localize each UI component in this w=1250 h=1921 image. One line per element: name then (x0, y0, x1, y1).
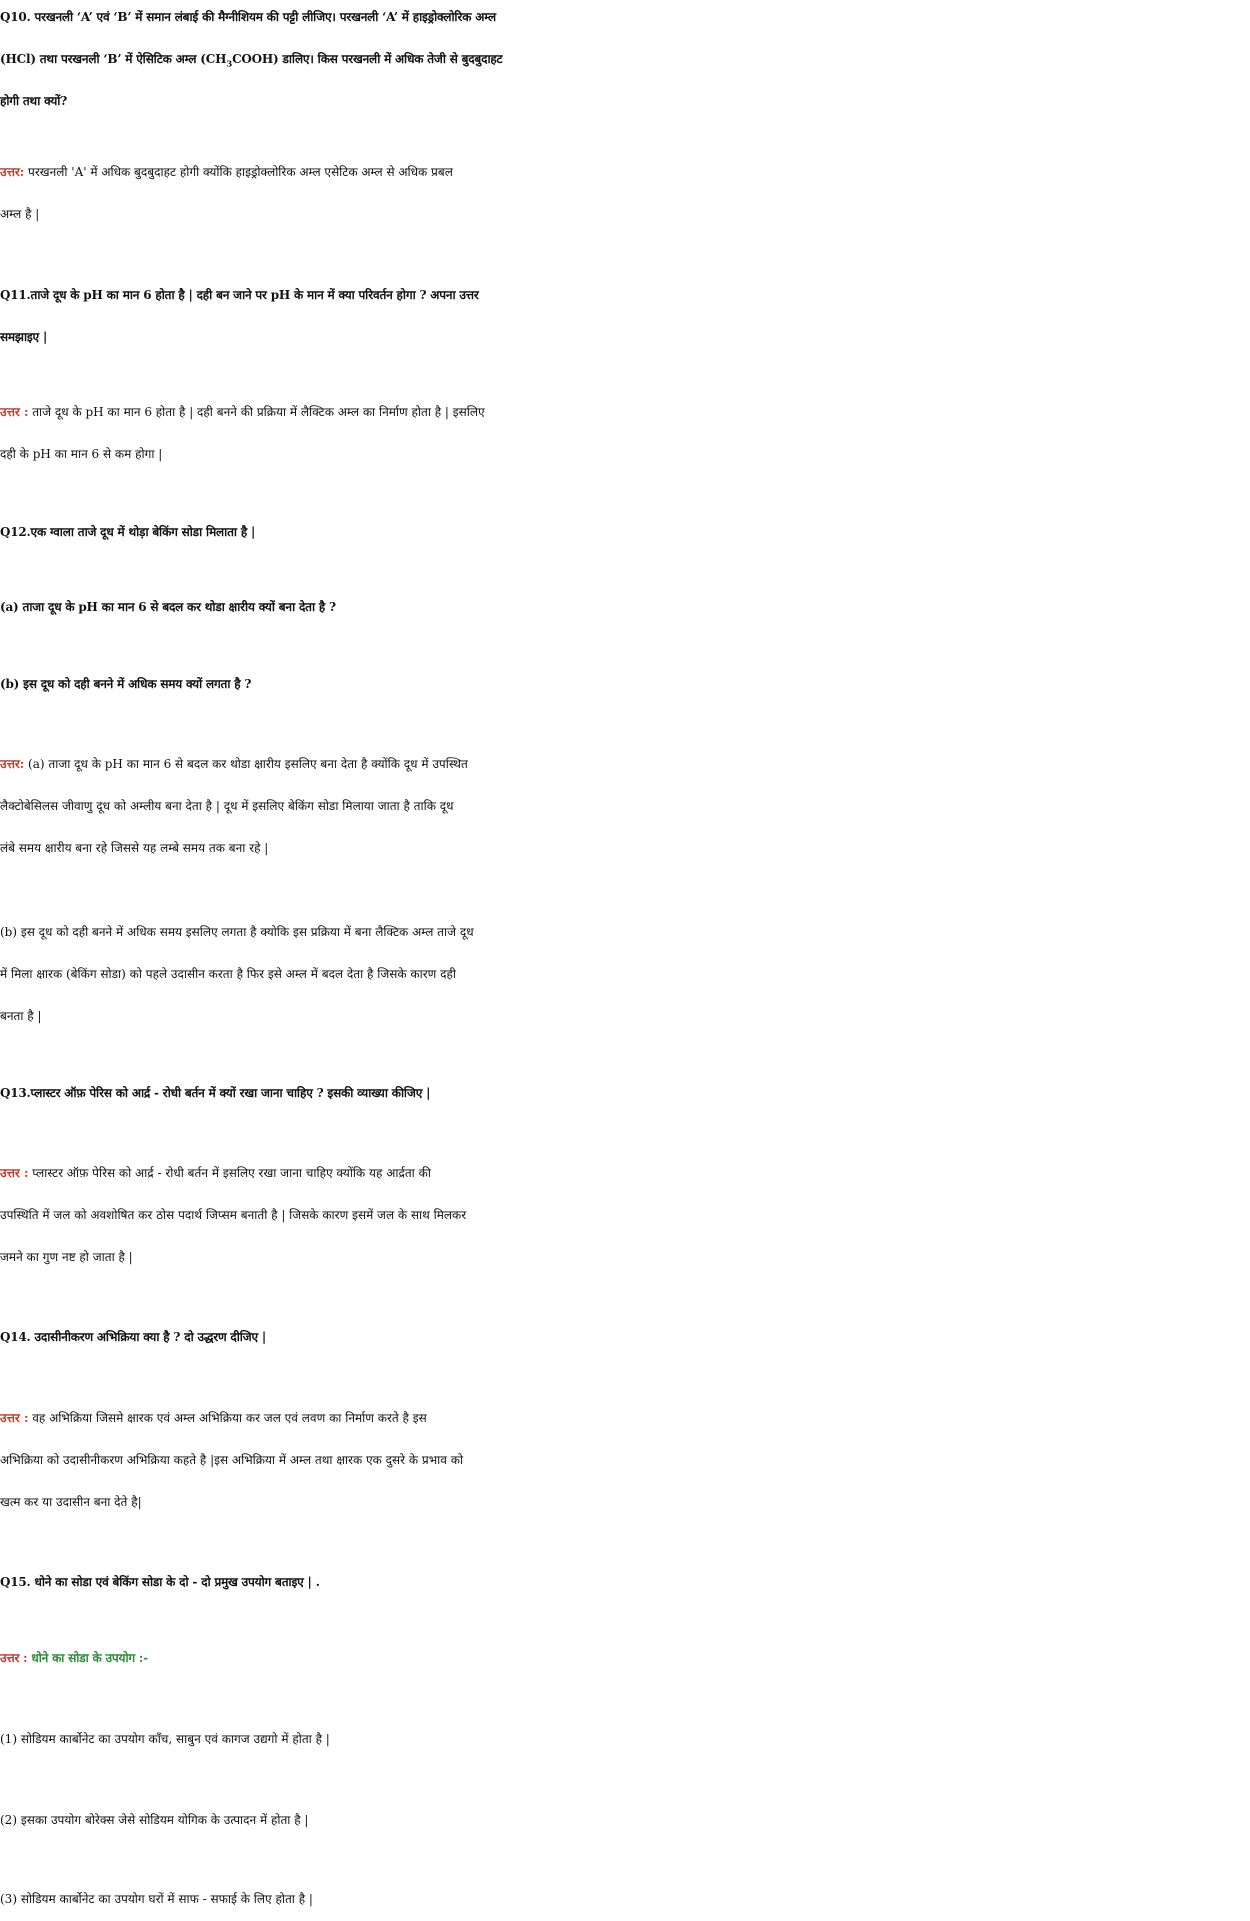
question-10-line-2 (0, 38, 1250, 80)
answer-14-line-1 (0, 1397, 1250, 1439)
answer-label: उत्तर : (0, 1411, 29, 1425)
question-15-line: Q15. धोने का सोडा एवं बेकिंग सोडा के दो - दो प्रमुख उपयोग बताइए | . (0, 1575, 320, 1589)
subscript-3: 3 (226, 59, 233, 70)
answer-13-line-2: उपस्थिति में जल को अवशोषित कर ठोस पदार्थ जिप्सम बनाती है | जिसके कारण इसमें जल के साथ मिलकर (0, 1208, 467, 1222)
use-item-1-text: (1) सोडियम कार्बोनेट का उपयोग काँच, साबुन एवं कागज उद्यगो में होता है | (0, 1732, 330, 1746)
question-12 (0, 511, 1250, 553)
question-15 (0, 1561, 1250, 1603)
answer-12-a-text-1: (a) ताजा दूध के pH का मान 6 से बदल कर थोडा क्षारीय इसलिए बना देता है क्योंकि दूध में उपस्थित (24, 757, 468, 771)
question-13-line: Q13.प्लास्टर ऑफ़ पेरिस को आर्द्र - रोधी बर्तन में क्यों रखा जाना चाहिए ? इसकी व्याख्या कीजिए | (0, 1086, 431, 1100)
answer-12-a (0, 743, 1250, 869)
answer-label: उत्तर : (0, 1166, 29, 1180)
question-10 (0, 0, 1250, 122)
answer-12-b-line-3: बनता है | (0, 1009, 42, 1023)
question-14 (0, 1316, 1250, 1358)
use-item-3-text: (3) सोडियम कार्बोनेट का उपयोग घरों में साफ - सफाई के लिए होता है | (0, 1892, 313, 1906)
question-12-part-a-text: (a) ताजा दूध के pH का मान 6 से बदल कर थोडा क्षारीय क्यों बना देता है ? (0, 600, 336, 614)
question-14-line: Q14. उदासीनीकरण अभिक्रिया क्या है ? दो उद्धरण दीजिए | (0, 1330, 267, 1344)
answer-14-text-1: वह अभिक्रिया जिसमे क्षारक एवं अम्ल अभिक्रिया कर जल एवं लवण का निर्माण करते है इस (28, 1411, 427, 1425)
answer-12-a-line-1 (0, 743, 1250, 785)
washing-soda-uses-heading: धोने का सोडा के उपयोग :- (27, 1651, 148, 1665)
answer-11 (0, 391, 1250, 475)
answer-15-heading-line (0, 1637, 1250, 1679)
question-12-part-a (0, 586, 1250, 628)
answer-14-line-2: अभिक्रिया को उदासीनीकरण अभिक्रिया कहते है |इस अभिक्रिया में अम्ल तथा क्षारक एक दुसरे के प्रभाव को (0, 1453, 464, 1467)
answer-11-line-2: दही के pH का मान 6 से कम होगा | (0, 447, 163, 461)
answer-15-heading (0, 1637, 1250, 1679)
answer-12-a-line-2: लैक्टोबेसिलस जीवाणु दूध को अम्लीय बना देता है | दूध में इसलिए बेकिंग सोडा मिलाया जाता है ताकि दूध (0, 799, 454, 813)
answer-label: उत्तर: (0, 757, 25, 771)
question-11 (0, 274, 1250, 358)
question-12-part-b (0, 663, 1250, 705)
question-12-part-b-text: (b) इस दूध को दही बनने में अधिक समय क्यों लगता है ? (0, 677, 252, 691)
question-11-line-1: Q11.ताजे दूध के pH का मान 6 होता है | दही बन जाने पर pH के मान में क्या परिवर्तन होगा ? अपना उत्तर (0, 288, 479, 302)
answer-13 (0, 1152, 1250, 1278)
answer-10-line-2: अम्ल है | (0, 207, 40, 221)
answer-label: उत्तर : (0, 1651, 28, 1665)
use-item-1 (0, 1718, 1250, 1760)
answer-11-line-1 (0, 391, 1250, 433)
use-item-2-text: (2) इसका उपयोग बोरेक्स जेसे सोडियम योगिक के उत्पादन में होता है | (0, 1813, 309, 1827)
answer-10-text-1: परखनली 'A' में अधिक बुदबुदाहट होगी क्योंकि हाइड्रोक्लोरिक अम्ल एसेटिक अम्ल से अधिक प्रबल (24, 165, 453, 179)
use-item-2 (0, 1799, 1250, 1841)
answer-label: उत्तर : (0, 405, 29, 419)
answer-12-a-line-3: लंबे समय क्षारीय बना रहे जिससे यह लम्बे समय तक बना रहे | (0, 841, 269, 855)
answer-10 (0, 151, 1250, 235)
answer-13-text-1: प्लास्टर ऑफ़ पेरिस को आर्द्र - रोधी बर्तन में इसलिए रखा जाना चाहिए क्योंकि यह आर्द्रता की (28, 1166, 431, 1180)
question-12-line: Q12.एक ग्वाला ताजे दूध में थोड़ा बेकिंग सोडा मिलाता है | (0, 525, 256, 539)
answer-13-line-3: जमने का गुण नष्ट हो जाता है | (0, 1250, 133, 1264)
answer-13-line-1 (0, 1152, 1250, 1194)
answer-14-line-3: खत्म कर या उदासीन बना देते है| (0, 1495, 142, 1509)
question-10-line-2-b: COOH) डालिए। किस परखनली में अधिक तेजी से बुदबुदाहट (232, 52, 503, 66)
answer-12-b-line-1: (b) इस दूध को दही बनने में अधिक समय इसलिए लगता है क्योकि इस प्रक्रिया में बना लैक्टिक अम्ल ताजे दूध (0, 925, 474, 939)
use-item-3 (0, 1878, 1250, 1920)
answer-10-line-1 (0, 151, 1250, 193)
question-10-line-3: होगी तथा क्यों? (0, 94, 68, 108)
answer-label: उत्तर: (0, 165, 25, 179)
answer-14 (0, 1397, 1250, 1523)
answer-12-b-line-2: में मिला क्षारक (बेकिंग सोडा) को पहले उदासीन करता है फिर इसे अम्ल में बदल देता है जिसके कारण दही (0, 967, 456, 981)
question-13 (0, 1072, 1250, 1114)
question-10-line-2-a: (HCl) तथा परखनली ‘B’ में ऐसिटिक अम्ल (CH (0, 52, 227, 66)
question-11-line-2: समझाइए | (0, 330, 48, 344)
answer-12-b (0, 911, 1250, 1037)
question-10-line-1: Q10. परखनली ‘A’ एवं ‘B’ में समान लंबाई की मैग्नीशियम की पट्टी लीजिए। परखनली ‘A’ में हाइड्रोक्लोरिक अम्ल (0, 10, 496, 24)
answer-11-text-1: ताजे दूध के pH का मान 6 होता है | दही बनने की प्रक्रिया में लैक्टिक अम्ल का निर्माण होता है | इसलिए (28, 405, 485, 419)
